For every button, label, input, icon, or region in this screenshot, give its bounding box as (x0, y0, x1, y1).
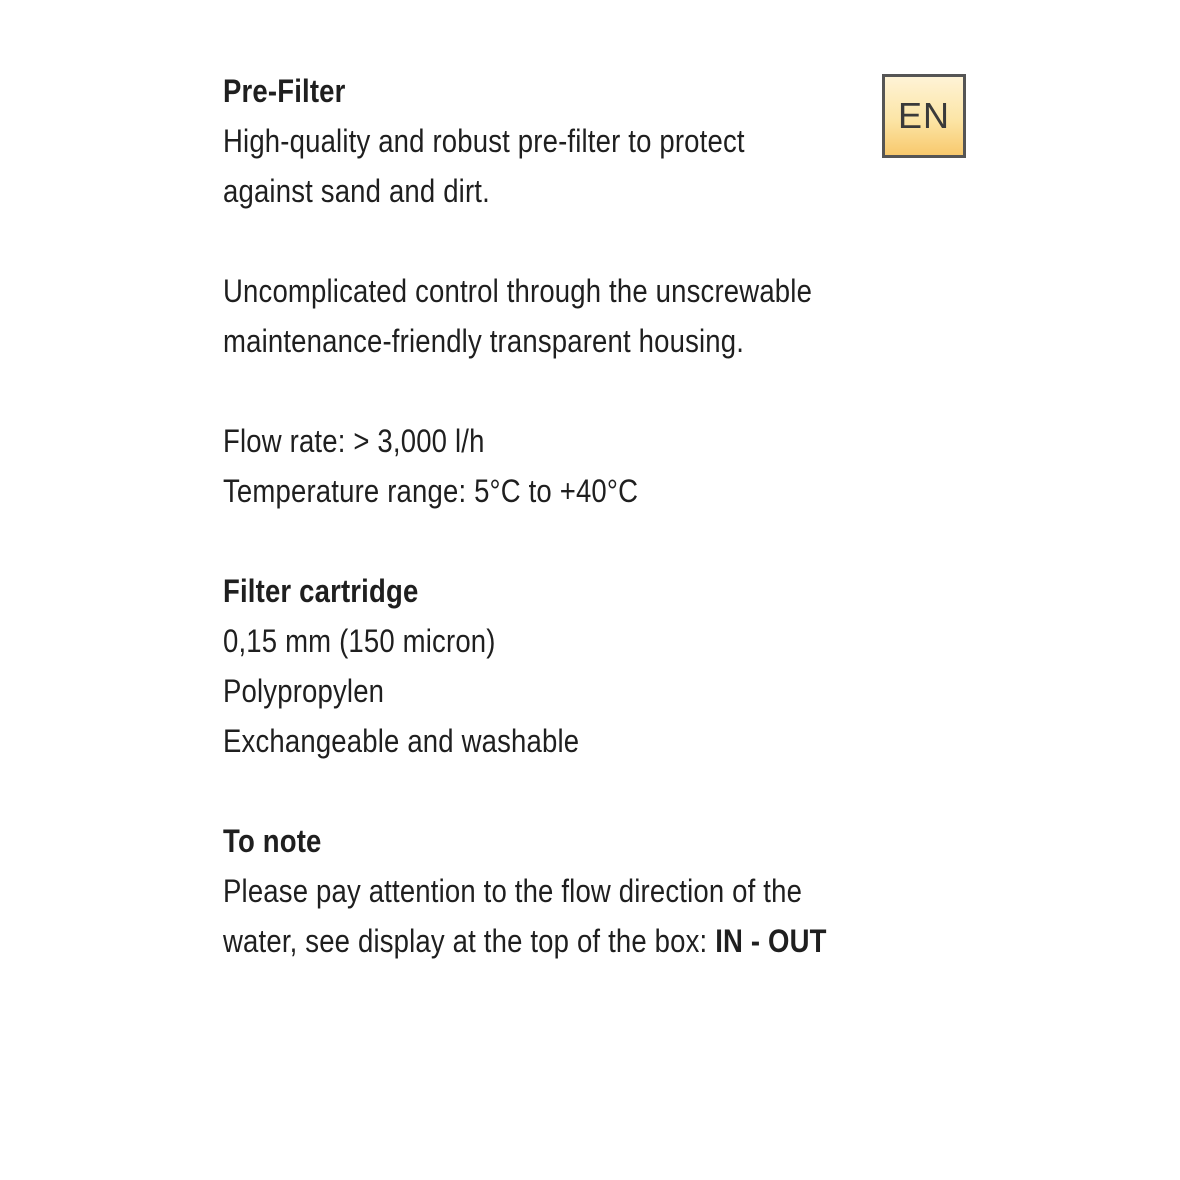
temperature-range-spec: Temperature range: 5°C to +40°C (223, 473, 639, 509)
language-badge-label: EN (897, 95, 950, 136)
spacer (223, 216, 923, 266)
cartridge-heading: Filter cartridge (223, 573, 419, 609)
product-description (223, 66, 923, 966)
spacer (223, 766, 923, 816)
note-heading: To note (223, 823, 322, 859)
cartridge-material-spec: Polypropylen (223, 673, 385, 709)
spacer (223, 366, 923, 416)
flow-direction-emphasis: IN - OUT (715, 923, 827, 959)
flow-rate-spec: Flow rate: > 3,000 l/h (223, 423, 485, 459)
prefilter-description-line-1: High-quality and robust pre-filter to protect (223, 123, 745, 159)
cartridge-size-spec: 0,15 mm (150 micron) (223, 623, 496, 659)
prefilter-description-line-2: against sand and dirt. (223, 173, 490, 209)
note-line-2 (223, 916, 825, 966)
prefilter-heading: Pre-Filter (223, 73, 346, 109)
spacer (223, 516, 923, 566)
control-description-line-2: maintenance-friendly transparent housing. (223, 323, 745, 359)
cartridge-property-spec: Exchangeable and washable (223, 723, 580, 759)
note-line-2-text: water, see display at the top of the box: (223, 923, 716, 959)
note-line-1: Please pay attention to the flow direction of the (223, 873, 803, 909)
control-description-line-1: Uncomplicated control through the unscrewable (223, 273, 813, 309)
